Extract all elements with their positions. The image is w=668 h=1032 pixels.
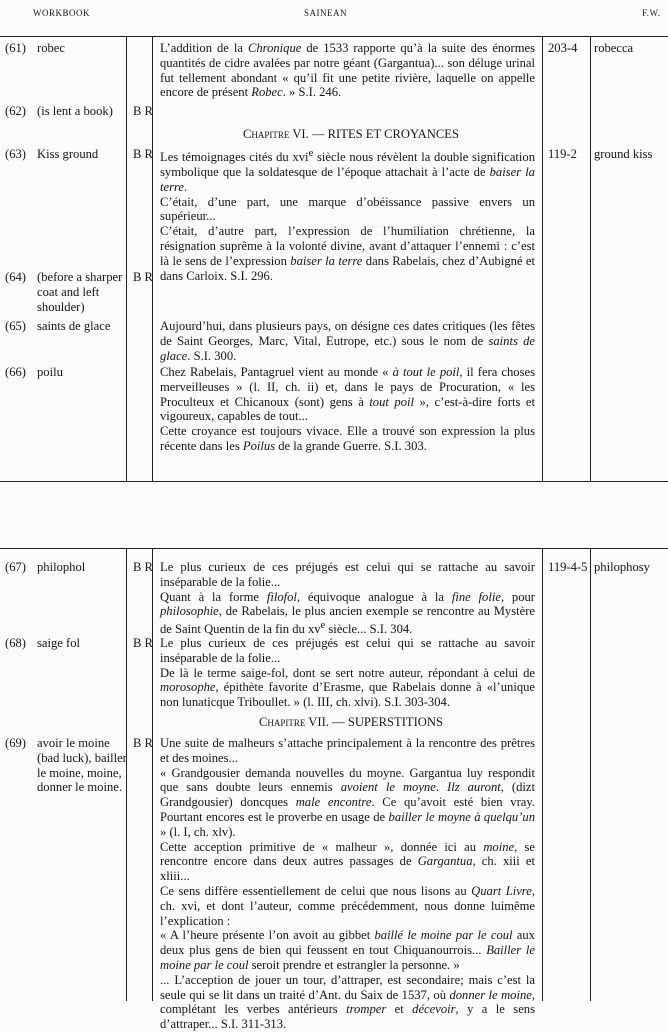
chapter-heading xyxy=(160,127,542,142)
entry-ref: 119-2 xyxy=(548,147,577,161)
header-center: SAINEAN xyxy=(304,8,347,18)
entry-ref: 119-4-5 xyxy=(548,560,588,574)
entry-fw: philophosy xyxy=(594,560,650,574)
entry-br: B R xyxy=(133,147,153,161)
entry-number: (67) xyxy=(5,560,26,574)
entry-br: B R xyxy=(133,104,153,118)
entry-term: (is lent a book) xyxy=(37,104,113,118)
body-paragraph: « A l’heure présente l’on avoit au gibbet baillé le moine par le coul aux deux plus gens de bien qui feussent en tout Chiquanourrois... Bailler le moine par le coul seroit prendre et estrangler la personne. » xyxy=(160,928,535,972)
entry-number: (62) xyxy=(5,104,26,118)
entry-term: saints de glace xyxy=(37,319,111,333)
body-paragraph: « Grandgousier demanda nouvelles du moyne. Gargantua luy respondit que sans doubte leurs ennemis avoient le moyne. Ilz auront, (dizt Grandgousier) doncques male encontre. Ce qu’avoit esté bien vray. Pourtant encores est le proverbe en usage de bailler le moyne à quelqu’un » (l. I, ch. xlv). xyxy=(160,765,536,839)
header-left: WORKBOOK xyxy=(33,8,90,18)
entry-number: (63) xyxy=(5,147,26,161)
entry-fw: ground kiss xyxy=(594,147,653,161)
entry-number: (65) xyxy=(5,319,26,333)
entry-term: avoir le moine (bad luck), bailler le moine, moine, donner le moine. xyxy=(37,736,127,795)
entry-term: philophol xyxy=(37,560,86,574)
entry-br: B R xyxy=(133,736,153,750)
body-paragraph: ... L’acception de jouer un tour, d’attraper, est secondaire; mais c’est la seule qui se lit dans un traité d’Ant. du Saix de 1537, où donner le moine, complétant les verbes antérieurs tromper et décevoir, y a le sens d’attraper... S.I. 311-313. xyxy=(160,972,535,1032)
entry-br: B R xyxy=(133,636,153,650)
entry-body xyxy=(160,736,535,1032)
entry-body xyxy=(160,147,535,283)
entry-term: saige fol xyxy=(37,636,81,650)
chapter-title: — RITES ET CROYANCES xyxy=(308,127,459,141)
entry-body xyxy=(160,560,535,637)
entry-number: (64) xyxy=(5,270,26,284)
body-paragraph: Les témoignages cités du xvi$^e$ siècle nous révèlent la double signification symbolique que la soldatesque de l’époque attachait à l’acte de baiser la terre. xyxy=(160,148,535,194)
body-paragraph: C’était, d’une part, une marque d’obéissance passive envers un supérieur... xyxy=(160,194,535,224)
chapter-heading xyxy=(160,715,542,730)
body-paragraph: De là le terme saige-fol, dont se sert notre auteur, répondant à celui de morosophe, épithète favorite d’Erasme, que Rabelais donne à «l’unique non lunaticque Triboullet. » (l. III, ch. xlvi). S.I. 303-304. xyxy=(160,665,535,710)
body-paragraph: Le plus curieux de ces préjugés est celui qui se rattache au savoir inséparable de la folie... xyxy=(160,560,535,589)
chapter-label: Chapitre VII. xyxy=(258,715,329,729)
entry-body xyxy=(160,319,535,363)
entry-fw: robecca xyxy=(594,41,634,55)
body-paragraph: Aujourd’hui, dans plusieurs pays, on désigne ces dates critiques (les fêtes de Saint Georges, Marc, Vital, Eutrope, etc.) sous le nom de saints de glace. S.I. 300. xyxy=(160,319,535,363)
entry-term: (before a sharper coat and left shoulder) xyxy=(37,270,123,314)
entries-table-bottom xyxy=(0,548,668,1032)
entry-term: robec xyxy=(37,41,65,55)
entry-body xyxy=(160,365,535,454)
entry-number: (69) xyxy=(5,736,26,750)
entry-number: (61) xyxy=(5,41,26,55)
header-right: F.W. xyxy=(642,8,661,18)
body-paragraph: Le plus curieux de ces préjugés est celui qui se rattache au savoir inséparable de la folie... xyxy=(160,636,535,665)
entry-ref: 203-4 xyxy=(548,41,578,55)
body-paragraph: Cette croyance est toujours vivace. Elle a trouvé son expression la plus récente dans les Poilus de la grande Guerre. S.I. 303. xyxy=(160,424,535,453)
entry-body xyxy=(160,41,535,100)
body-paragraph: Une suite de malheurs s’attache principalement à la rencontre des prêtres et des moines... xyxy=(160,736,535,765)
entry-br: B R xyxy=(133,560,153,574)
body-paragraph: Quant à la forme filofol, équivoque analogue à la fine folie, pour philosophie, de Rabelais, le plus ancien exemple se rencontre au Mystère de Saint Quentin de la fin du $xv^e$ siècle... S.I. 304. xyxy=(160,589,535,637)
chapter-label: Chapitre VI. xyxy=(243,127,309,141)
body-paragraph: Chez Rabelais, Pantagruel vient au monde « à tout le poil, il fera choses merveilleuses » (l. II, ch. ii) et, dans le pays de Procuration, « les Proculteux et Chicanoux (sont) gens à tout poil », c’est-à-dire forts et vigoureux, capables de tout... xyxy=(160,365,535,424)
chapter-title: — SUPERSTITIONS xyxy=(328,715,443,729)
entry-br: B R xyxy=(133,270,153,284)
entry-number: (66) xyxy=(5,365,26,379)
entry-body xyxy=(160,636,535,710)
entry-number: (68) xyxy=(5,636,26,650)
body-paragraph: L’addition de la Chronique de 1533 rapporte qu’à la suite des énormes quantités de cidre avalées par notre géant (Gargantua)... son déluge urinal fut tellement abondant « qu’il fit une petite rivière, laquelle on appelle encore de présent Robec. » S.I. 246. xyxy=(160,41,536,100)
entry-term: Kiss ground xyxy=(37,147,99,161)
body-paragraph: C’était, d’autre part, l’expression de l’humiliation chrétienne, la résignation suprême à la volonté divine, avant d’attaquer l’ennemi : c’est là le sens de l’expression baiser la terre dans Rabelais, chez d’Aubigné et dans Carloix. S.I. 296. xyxy=(160,224,535,283)
body-paragraph: Ce sens diffère essentiellement de celui que nous lisons au Quart Livre, ch. xvi, et dont l’auteur, comme précédemment, nous donne luimême l’explication : xyxy=(160,883,535,928)
entries-table-top xyxy=(0,36,668,482)
body-paragraph: Cette acception primitive de « malheur », donnée ici au moine, se rencontre encore dans deux autres passages de Gargantua, ch. xiii et xliii... xyxy=(160,839,535,884)
entry-term: poilu xyxy=(37,365,63,379)
